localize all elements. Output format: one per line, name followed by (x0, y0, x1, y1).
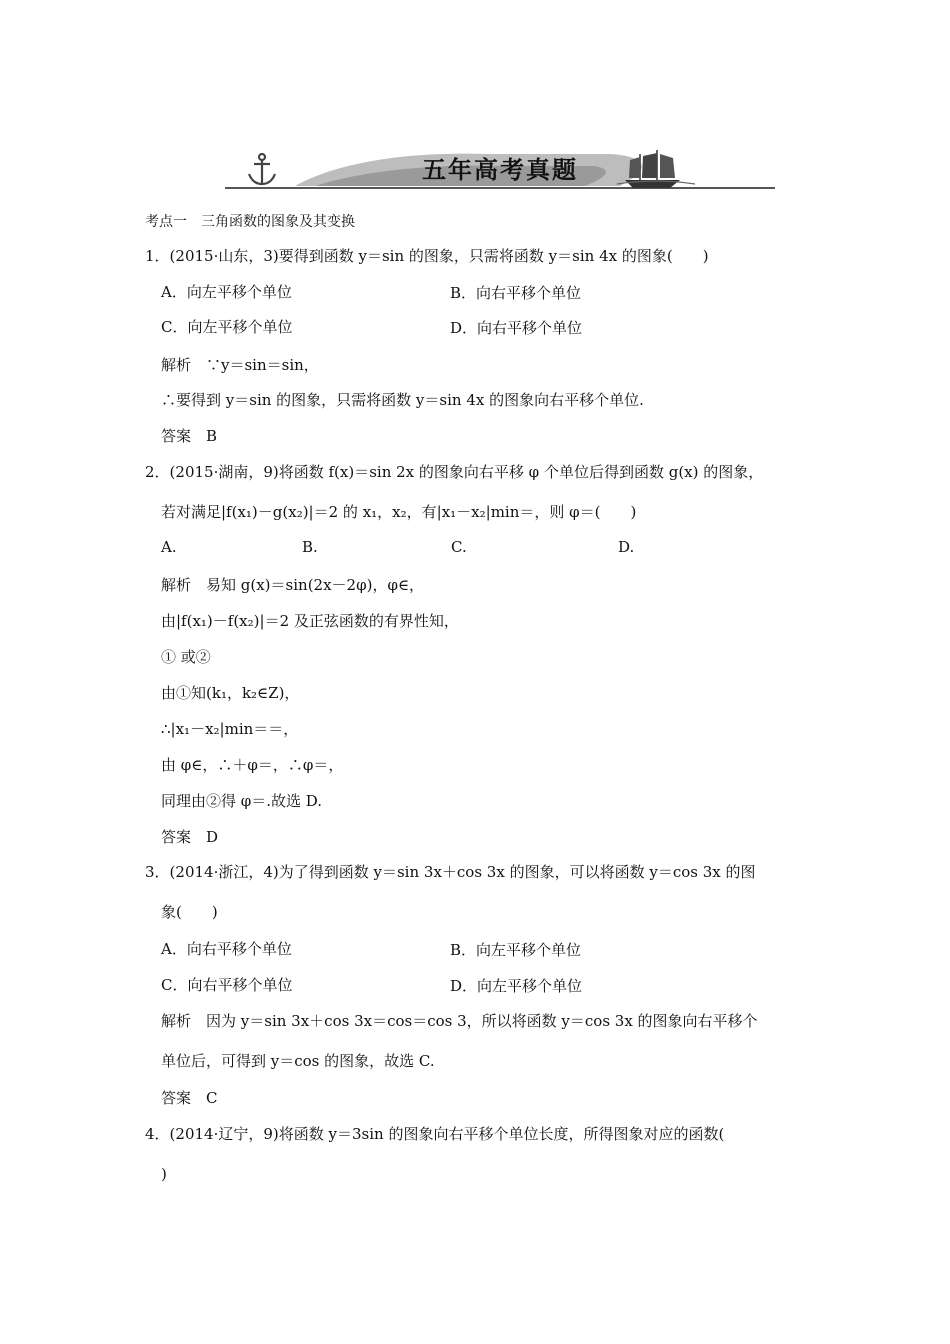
q3-solution-1: 解析 因为 y＝sin 3x＋cos 3x＝cos＝cos 3，所以将函数 y＝cos 3x 的图象向右平移个 (161, 1012, 758, 1030)
q1-option-a: A．向左平移个单位 (161, 283, 292, 301)
q1-option-c: C．向左平移个单位 (161, 318, 293, 336)
question-3-stem-2: 象( ) (161, 903, 218, 921)
question-3-stem-1: 3．(2014·浙江，4)为了得到函数 y＝sin 3x＋cos 3x 的图象，可以将函数 y＝cos 3x 的图 (145, 863, 756, 881)
q2-solution-6: 由 φ∈，∴＋φ＝，∴φ＝， (161, 756, 344, 774)
section-banner (225, 148, 775, 192)
q2-solution-2: 由|f(x₁)－f(x₂)|＝2 及正弦函数的有界性知， (161, 612, 459, 630)
q2-option-c: C. (451, 538, 467, 556)
question-4-stem-1: 4．(2014·辽宁，9)将函数 y＝3sin 的图象向右平移个单位长度，所得图象对应的函数( (145, 1125, 725, 1143)
q2-option-a: A. (161, 538, 177, 556)
question-1-stem: 1．(2015·山东，3)要得到函数 y＝sin 的图象，只需将函数 y＝sin 4x 的图象( ) (145, 247, 709, 265)
q3-solution-2: 单位后，可得到 y＝cos 的图象，故选 C. (161, 1052, 435, 1070)
q1-answer: 答案 B (161, 427, 218, 445)
question-4-stem-2: ) (161, 1165, 167, 1183)
question-2-stem-1: 2．(2015·湖南，9)将函数 f(x)＝sin 2x 的图象向右平移 φ 个单位后得到函数 g(x) 的图象， (145, 463, 764, 481)
q2-solution-5: ∴|x₁－x₂|min＝＝， (161, 720, 299, 738)
q1-option-b: B．向右平移个单位 (450, 284, 582, 302)
q1-solution-2: ∴要得到 y＝sin 的图象，只需将函数 y＝sin 4x 的图象向右平移个单位. (161, 391, 644, 409)
q2-option-d: D. (618, 538, 635, 556)
q2-option-b: B. (302, 538, 318, 556)
q2-options (161, 538, 761, 558)
q3-answer: 答案 C (161, 1089, 218, 1107)
q3-option-b: B．向左平移个单位 (450, 941, 582, 959)
banner-title: 五年高考真题 (422, 156, 578, 184)
q1-solution-1: 解析 ∵y＝sin＝sin， (161, 356, 319, 374)
q2-solution-3: ① 或② (161, 648, 211, 666)
q2-solution-1: 解析 易知 g(x)＝sin(2x－2φ)，φ∈， (161, 576, 425, 594)
section-title: 考点一 三角函数的图象及其变换 (145, 214, 355, 230)
q2-solution-4: 由①知(k₁，k₂∈Z)， (161, 684, 300, 702)
q2-answer: 答案 D (161, 828, 219, 846)
q3-option-c: C．向右平移个单位 (161, 976, 293, 994)
question-2-stem-2: 若对满足|f(x₁)－g(x₂)|＝2 的 x₁，x₂，有|x₁－x₂|min＝，则 φ＝( ) (161, 503, 637, 521)
q2-solution-7: 同理由②得 φ＝.故选 D. (161, 792, 323, 810)
q3-option-d: D．向左平移个单位 (450, 977, 583, 995)
q1-option-d: D．向右平移个单位 (450, 319, 583, 337)
q3-option-a: A．向右平移个单位 (161, 940, 292, 958)
